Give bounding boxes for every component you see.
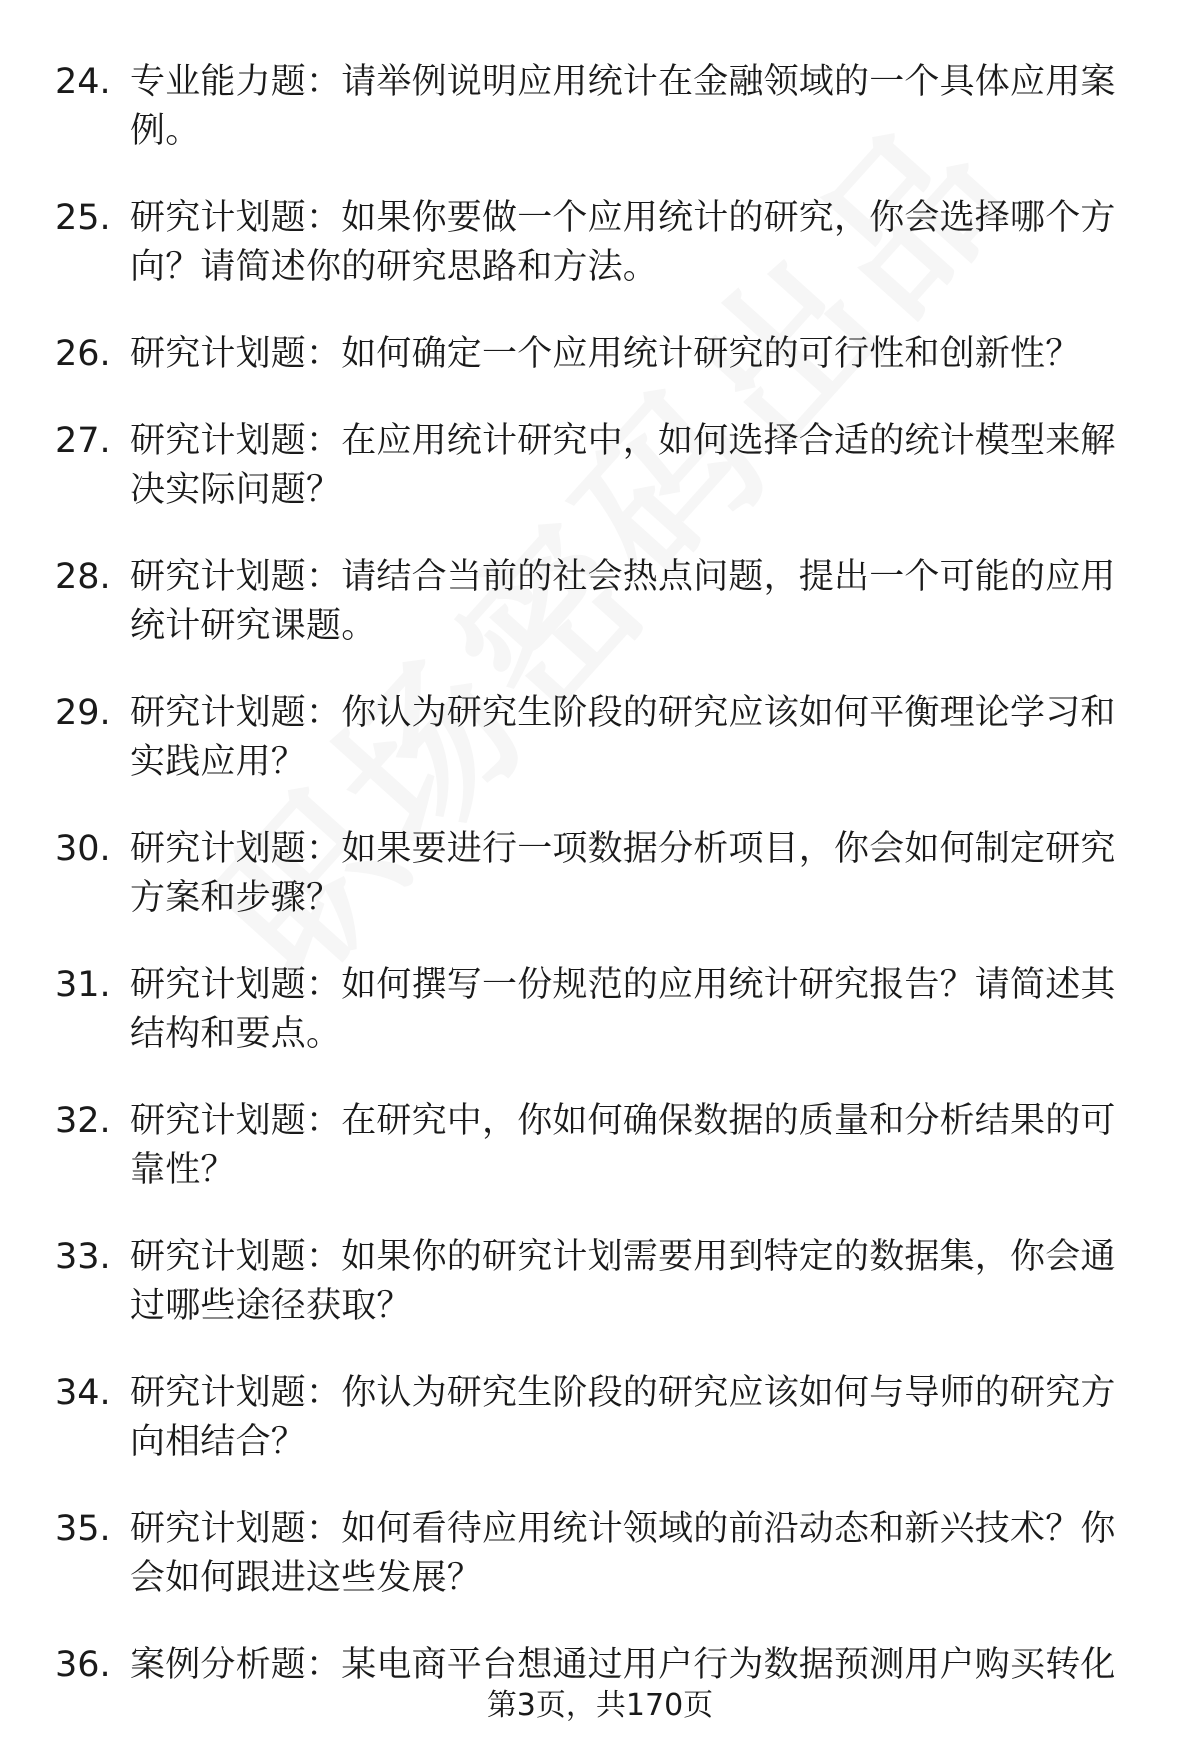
question-list [55,58,1145,1728]
question-item [55,58,1145,156]
question-number: 32. [55,1101,111,1141]
question-text: 研究计划题：在研究中，你如何确保数据的质量和分析结果的可靠性？ [130,1101,1116,1190]
question-number: 28. [55,557,111,597]
question-item [55,1097,1145,1195]
question-text: 研究计划题：如何看待应用统计领域的前沿动态和新兴技术？你会如何跟进这些发展？ [130,1509,1116,1598]
question-number: 25. [55,198,111,238]
question-text: 研究计划题：你认为研究生阶段的研究应该如何与导师的研究方向相结合？ [130,1373,1116,1462]
question-number: 34. [55,1373,111,1413]
question-item [55,1233,1145,1331]
question-number: 35. [55,1509,111,1549]
question-text: 研究计划题：在应用统计研究中，如何选择合适的统计模型来解决实际问题？ [130,421,1116,510]
question-item [55,417,1145,515]
question-number: 26. [55,334,111,374]
question-text: 研究计划题：如果要进行一项数据分析项目，你会如何制定研究方案和步骤？ [130,829,1116,918]
question-item [55,1369,1145,1467]
question-number: 31. [55,965,111,1005]
question-item [55,194,1145,292]
question-text: 研究计划题：请结合当前的社会热点问题，提出一个可能的应用统计研究课题。 [130,557,1116,646]
question-text: 研究计划题：你认为研究生阶段的研究应该如何平衡理论学习和实践应用？ [130,693,1116,782]
question-item [55,689,1145,787]
question-text: 研究计划题：如何确定一个应用统计研究的可行性和创新性？ [130,334,1081,374]
question-number: 27. [55,421,111,461]
question-number: 24. [55,62,111,102]
page-footer: 第3页，共170页 [486,1688,714,1723]
question-item [55,961,1145,1059]
question-text: 专业能力题：请举例说明应用统计在金融领域的一个具体应用案例。 [130,62,1116,151]
question-number: 36. [55,1645,111,1685]
question-text: 研究计划题：如果你要做一个应用统计的研究，你会选择哪个方向？请简述你的研究思路和方法。 [130,198,1116,287]
question-number: 33. [55,1237,111,1277]
question-item [55,1505,1145,1603]
question-number: 29. [55,693,111,733]
question-item [55,825,1145,923]
question-text: 研究计划题：如何撰写一份规范的应用统计研究报告？请简述其结构和要点。 [130,965,1116,1054]
question-number: 30. [55,829,111,869]
question-item [55,330,1145,379]
question-item [55,1641,1145,1690]
question-text: 研究计划题：如果你的研究计划需要用到特定的数据集，你会通过哪些途径获取？ [130,1237,1116,1326]
question-item [55,553,1145,651]
question-text: 案例分析题：某电商平台想通过用户行为数据预测用户购买转化 [130,1645,1116,1685]
